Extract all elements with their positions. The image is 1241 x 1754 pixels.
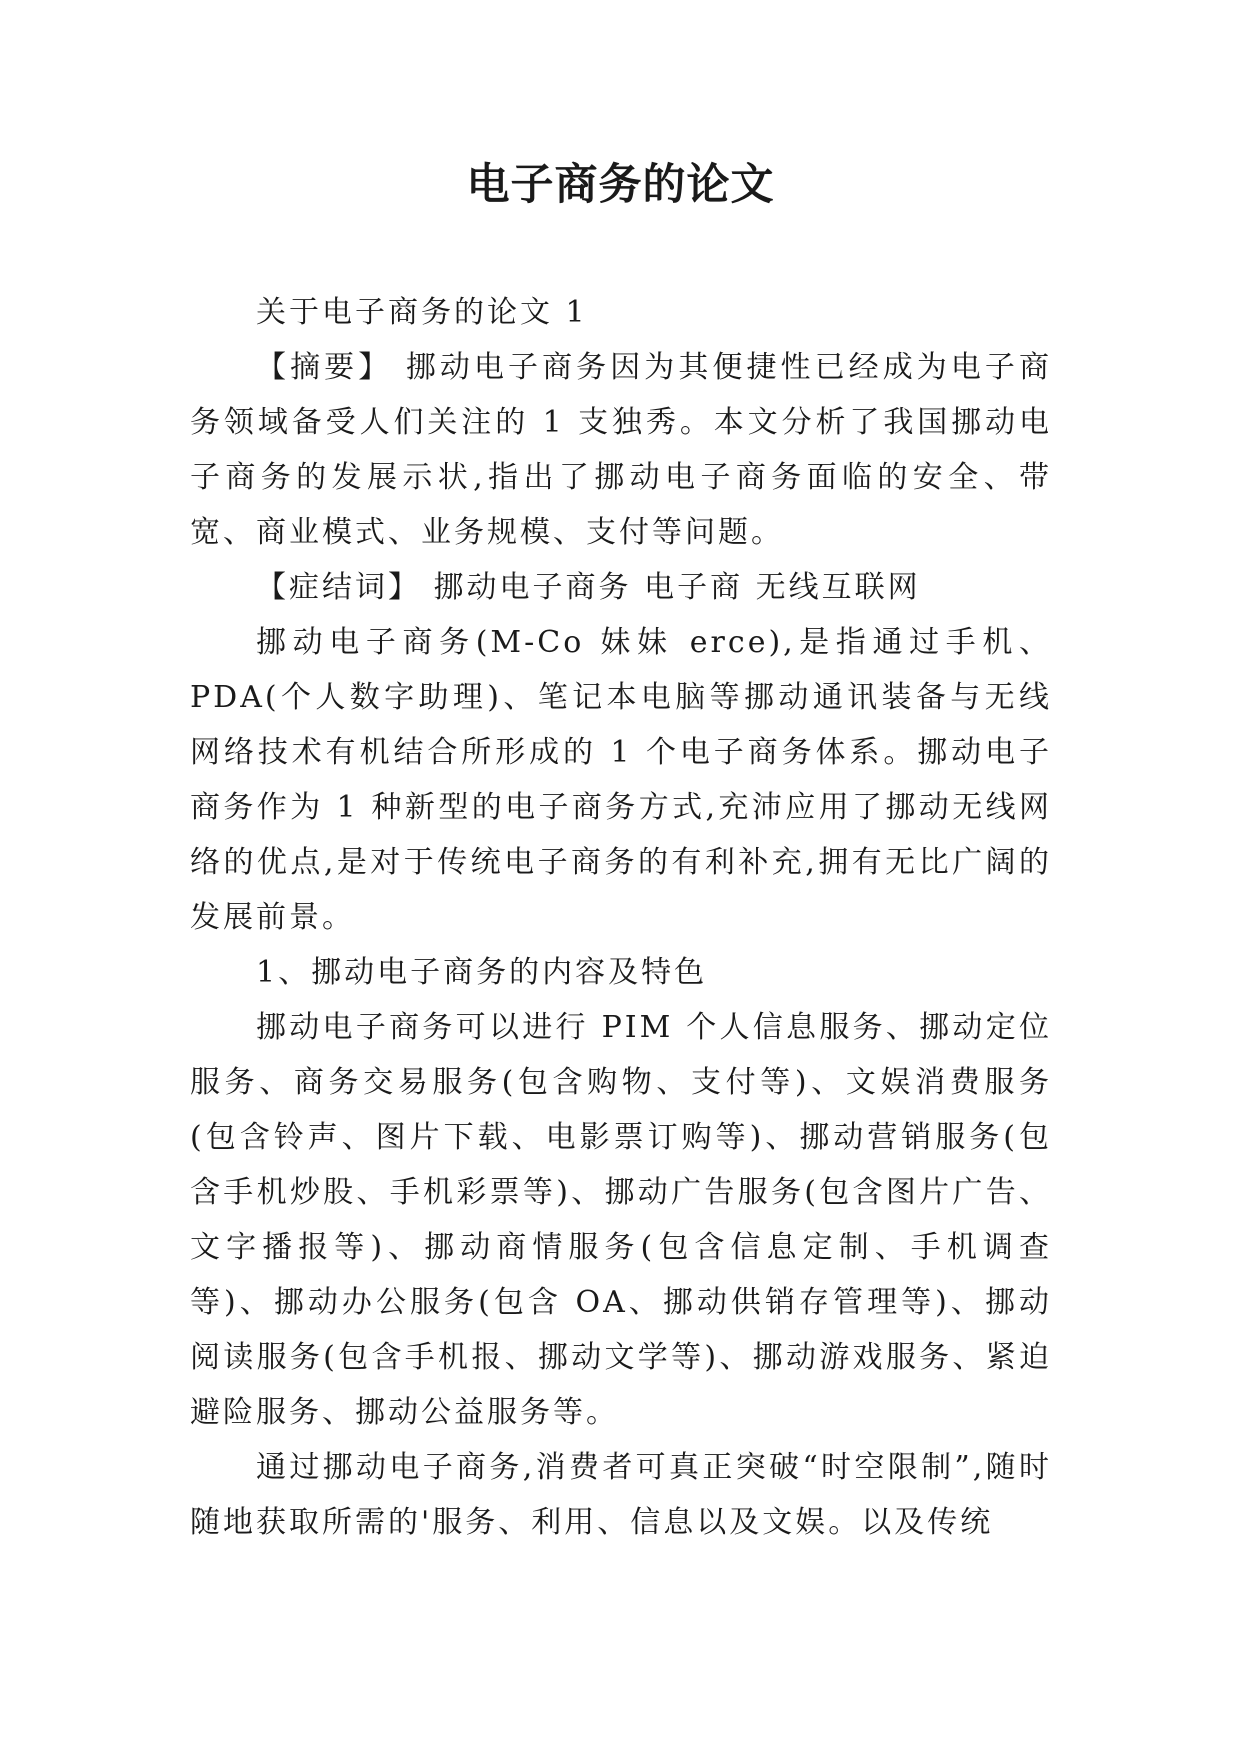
document-body [190, 285, 1052, 1550]
body-paragraph: 挪动电子商务可以进行 PIM 个人信息服务、挪动定位服务、商务交易服务(包含购物、支付等)、文娱消费服务(包含铃声、图片下载、电影票订购等)、挪动营销服务(包含手机炒股、手机彩票等)、挪动广告服务(包含图片广告、文字播报等)、挪动商情服务(包含信息定制、手机调查等)、挪动办公服务(包含 OA、挪动供销存管理等)、挪动阅读服务(包含手机报、挪动文学等)、挪动游戏服务、紧迫避险服务、挪动公益服务等。 [190, 1010, 1052, 1430]
document-title: 电子商务的论文 [466, 160, 775, 210]
section-heading: 关于电子商务的论文 1 [256, 295, 588, 330]
body-paragraph: 通过挪动电子商务,消费者可真正突破“时空限制”,随时随地获取所需的'服务、利用、信息以及文娱。以及传统 [190, 1450, 1052, 1540]
subsection-heading: 1、挪动电子商务的内容及特色 [256, 955, 708, 990]
body-paragraph: 挪动电子商务(M-Co 妹妹 erce),是指通过手机、PDA(个人数字助理)、笔记本电脑等挪动通讯装备与无线网络技术有机结合所形成的 1 个电子商务体系。挪动电子商务作为 1 种新型的电子商务方式,充沛应用了挪动无线网络的优点,是对于传统电子商务的有利补充,拥有无比广阔的发展前景。 [190, 625, 1052, 935]
abstract-paragraph: 【摘要】 挪动电子商务因为其便捷性已经成为电子商务领域备受人们关注的 1 支独秀。本文分析了我国挪动电子商务的发展示状,指出了挪动电子商务面临的安全、带宽、商业模式、业务规模、支付等问题。 [190, 350, 1052, 550]
keywords-paragraph: 【症结词】 挪动电子商务 电子商 无线互联网 [256, 570, 921, 605]
